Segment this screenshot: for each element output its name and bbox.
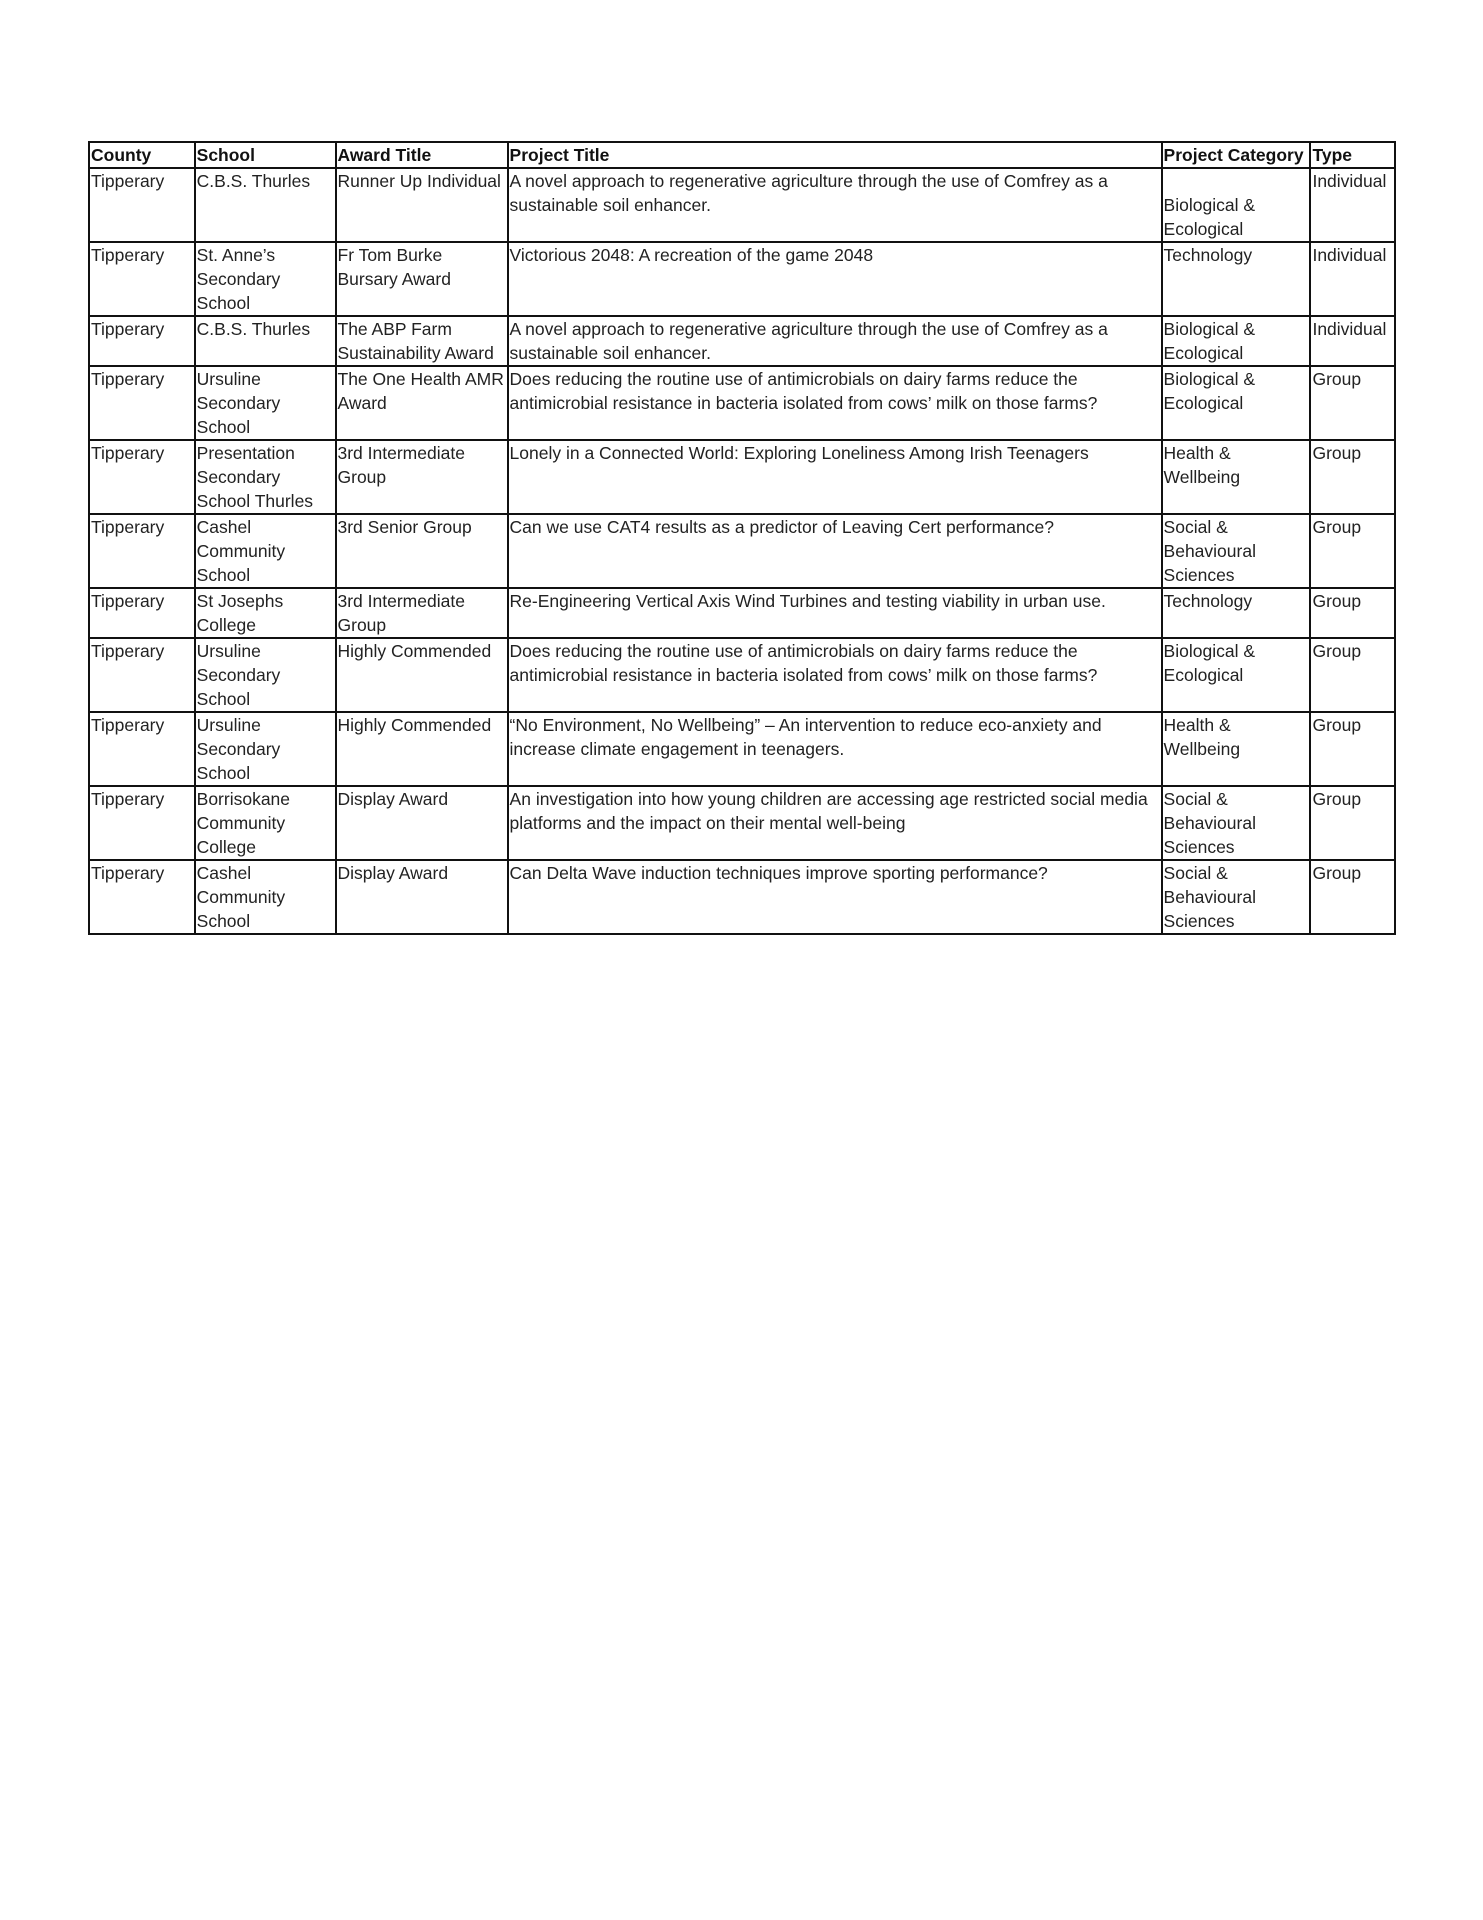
cell-project-title: Lonely in a Connected World: Exploring Loneliness Among Irish Teenagers <box>508 440 1162 514</box>
cell-county: Tipperary <box>89 860 195 934</box>
table-header <box>89 142 1395 168</box>
cell-school: Ursuline Secondary School <box>195 366 336 440</box>
cell-project-category: Technology <box>1162 588 1311 638</box>
cell-type: Group <box>1310 588 1395 638</box>
cell-type: Group <box>1310 786 1395 860</box>
cell-project-title: Does reducing the routine use of antimicrobials on dairy farms reduce the antimicrobial resistance in bacteria isolated from cows’ milk on those farms? <box>508 638 1162 712</box>
table-row <box>89 860 1395 934</box>
cell-school: Cashel Community School <box>195 514 336 588</box>
cell-project-title: An investigation into how young children are accessing age restricted social media platforms and the impact on their mental well-being <box>508 786 1162 860</box>
cell-project-category: Social & Behavioural Sciences <box>1162 786 1311 860</box>
table-row <box>89 366 1395 440</box>
cell-type: Group <box>1310 638 1395 712</box>
cell-project-title: “No Environment, No Wellbeing” – An intervention to reduce eco-anxiety and increase climate engagement in teenagers. <box>508 712 1162 786</box>
cell-school: Ursuline Secondary School <box>195 638 336 712</box>
cell-project-category: Biological & Ecological <box>1162 316 1311 366</box>
cell-county: Tipperary <box>89 514 195 588</box>
cell-award-title: Fr Tom Burke Bursary Award <box>336 242 508 316</box>
header-school: School <box>195 142 336 168</box>
table-row <box>89 440 1395 514</box>
table-row <box>89 712 1395 786</box>
cell-school: Ursuline Secondary School <box>195 712 336 786</box>
cell-project-category: Social & Behavioural Sciences <box>1162 860 1311 934</box>
cell-county: Tipperary <box>89 366 195 440</box>
cell-project-category: Health & Wellbeing <box>1162 440 1311 514</box>
cell-county: Tipperary <box>89 786 195 860</box>
cell-school: Presentation Secondary School Thurles <box>195 440 336 514</box>
awards-table <box>88 141 1396 935</box>
table-row <box>89 168 1395 242</box>
cell-school: Borrisokane Community College <box>195 786 336 860</box>
cell-school: St. Anne’s Secondary School <box>195 242 336 316</box>
cell-type: Group <box>1310 514 1395 588</box>
header-type: Type <box>1310 142 1395 168</box>
cell-award-title: Display Award <box>336 786 508 860</box>
table-body <box>89 168 1395 934</box>
cell-school: Cashel Community School <box>195 860 336 934</box>
cell-project-title: Does reducing the routine use of antimicrobials on dairy farms reduce the antimicrobial resistance in bacteria isolated from cows’ milk on those farms? <box>508 366 1162 440</box>
cell-county: Tipperary <box>89 440 195 514</box>
cell-award-title: 3rd Senior Group <box>336 514 508 588</box>
header-award-title: Award Title <box>336 142 508 168</box>
cell-project-title: A novel approach to regenerative agriculture through the use of Comfrey as a sustainable soil enhancer. <box>508 168 1162 242</box>
cell-project-category: Biological & Ecological <box>1162 638 1311 712</box>
cell-project-category: Technology <box>1162 242 1311 316</box>
cell-type: Group <box>1310 366 1395 440</box>
cell-school: St Josephs College <box>195 588 336 638</box>
cell-project-title: Re-Engineering Vertical Axis Wind Turbines and testing viability in urban use. <box>508 588 1162 638</box>
header-row <box>89 142 1395 168</box>
cell-project-title: Victorious 2048: A recreation of the game 2048 <box>508 242 1162 316</box>
cell-county: Tipperary <box>89 316 195 366</box>
cell-county: Tipperary <box>89 638 195 712</box>
cell-project-category-text: Biological & Ecological <box>1163 195 1255 239</box>
cell-type: Group <box>1310 712 1395 786</box>
cell-county: Tipperary <box>89 168 195 242</box>
cell-project-category <box>1162 168 1311 242</box>
cell-award-title: Highly Commended <box>336 638 508 712</box>
table-row <box>89 786 1395 860</box>
cell-award-title: Runner Up Individual <box>336 168 508 242</box>
table-row <box>89 638 1395 712</box>
cell-type: Group <box>1310 440 1395 514</box>
header-county: County <box>89 142 195 168</box>
cell-type: Individual <box>1310 168 1395 242</box>
table-row <box>89 316 1395 366</box>
cell-project-category: Health & Wellbeing <box>1162 712 1311 786</box>
cell-project-title: Can we use CAT4 results as a predictor of Leaving Cert performance? <box>508 514 1162 588</box>
cell-type: Individual <box>1310 316 1395 366</box>
cell-award-title: Highly Commended <box>336 712 508 786</box>
cell-project-title: Can Delta Wave induction techniques improve sporting performance? <box>508 860 1162 934</box>
table-row <box>89 242 1395 316</box>
cell-school: C.B.S. Thurles <box>195 316 336 366</box>
cell-school: C.B.S. Thurles <box>195 168 336 242</box>
table-row <box>89 588 1395 638</box>
cell-county: Tipperary <box>89 242 195 316</box>
cell-award-title: The ABP Farm Sustainability Award <box>336 316 508 366</box>
cell-award-title: 3rd Intermediate Group <box>336 588 508 638</box>
cell-project-category: Social & Behavioural Sciences <box>1162 514 1311 588</box>
cell-county: Tipperary <box>89 712 195 786</box>
cell-type: Individual <box>1310 242 1395 316</box>
cell-project-category: Biological & Ecological <box>1162 366 1311 440</box>
cell-award-title: The One Health AMR Award <box>336 366 508 440</box>
table-row <box>89 514 1395 588</box>
header-project-title: Project Title <box>508 142 1162 168</box>
header-project-category: Project Category <box>1162 142 1311 168</box>
cell-project-title: A novel approach to regenerative agriculture through the use of Comfrey as a sustainable soil enhancer. <box>508 316 1162 366</box>
cell-type: Group <box>1310 860 1395 934</box>
cell-award-title: 3rd Intermediate Group <box>336 440 508 514</box>
cell-county: Tipperary <box>89 588 195 638</box>
cell-award-title: Display Award <box>336 860 508 934</box>
